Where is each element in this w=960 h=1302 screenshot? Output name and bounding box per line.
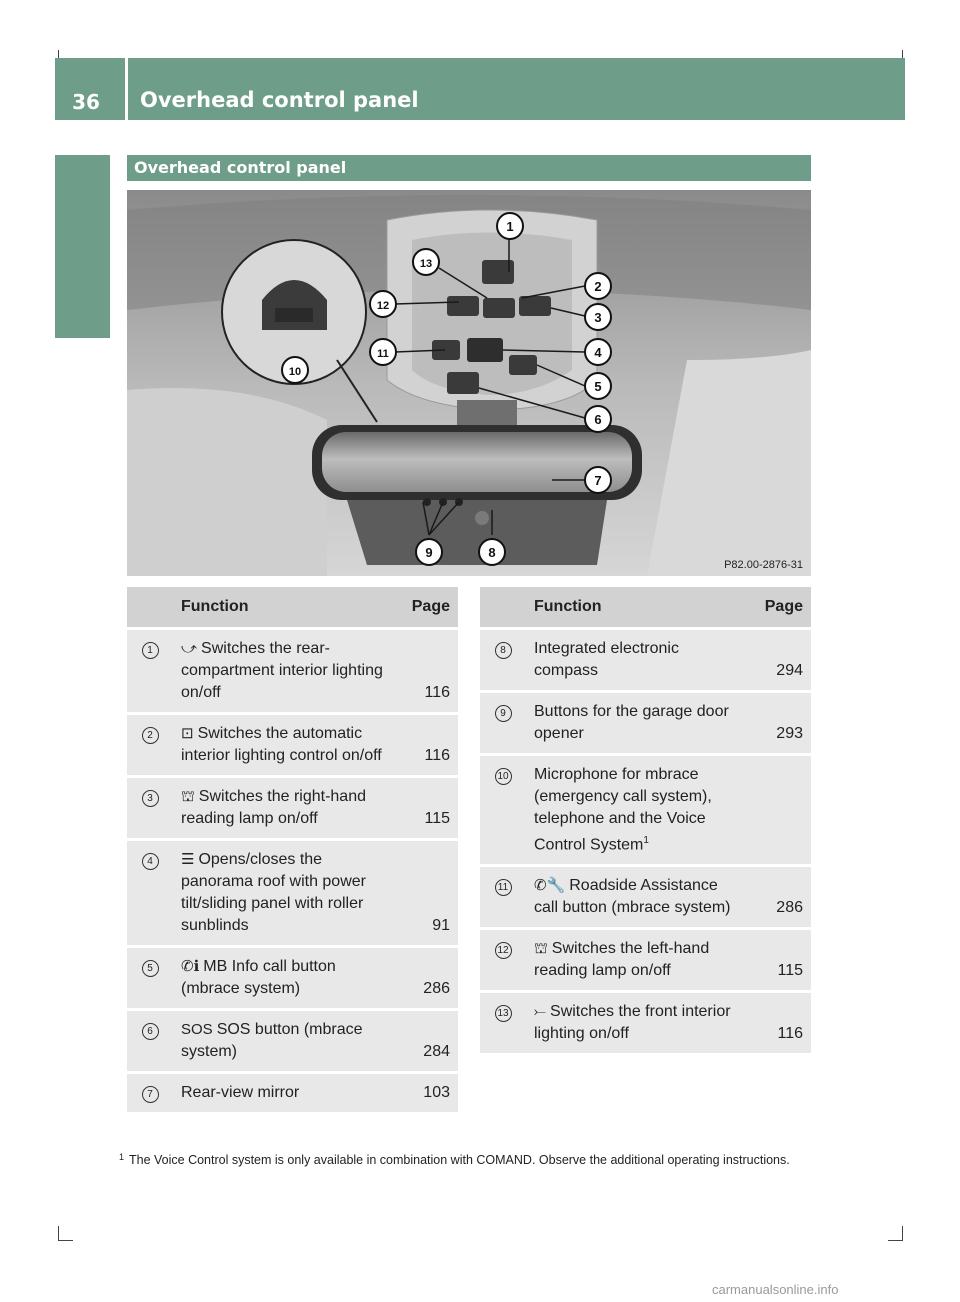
function-text: Switches the right-hand reading lamp on/off [181,788,366,827]
function-text: Switches the automatic interior lighting control on/off [181,725,382,764]
table-row [480,756,811,864]
svg-text:2: 2 [594,279,602,294]
callout-number: 8 [495,642,512,659]
watermark: carmanualsonline.info [712,1282,839,1297]
function-cell [526,693,751,753]
function-cell [173,1011,398,1071]
crop-mark-bottom-right [888,1226,903,1241]
svg-text:8: 8 [488,545,496,560]
callout-8 [479,539,505,565]
page-cell: 116 [398,630,458,712]
page-cell: 115 [751,930,811,990]
page-cell: 284 [398,1011,458,1071]
row-number [127,948,173,1008]
function-header: Function [173,587,398,627]
page-cell: 91 [398,841,458,945]
callout-12 [370,291,396,317]
callout-number: 4 [142,853,159,870]
callout-number: 1 [142,642,159,659]
function-cell [173,948,398,1008]
function-table-left [127,584,458,1115]
callout-3 [585,304,611,330]
page-cell: 286 [398,948,458,1008]
row-number [127,1074,173,1112]
function-text: Switches the front interior lighting on/off [534,1003,731,1043]
callout-6 [585,406,611,432]
row-number [480,867,526,927]
image-reference-code: P82.00-2876-31 [724,559,803,571]
table-row [480,930,811,990]
svg-text:5: 5 [594,379,602,394]
page-cell: 294 [751,630,811,690]
function-text: Rear-view mirror [181,1084,300,1101]
row-number [480,756,526,864]
row-number [127,841,173,945]
function-text: Switches the left-hand reading lamp on/off [534,940,710,980]
function-text: Integrated electronic compass [534,640,679,679]
reading-lamp-icon: ⛫ [534,940,548,958]
svg-text:13: 13 [419,258,433,270]
footnote-mark: 1 [119,1152,125,1162]
callout-number: 3 [142,790,159,807]
callout-9 [416,539,442,565]
page-cell: 293 [751,693,811,753]
function-cell [173,778,398,838]
function-text: Microphone for mbrace (emergency call system), telephone and the Voice Control System [534,766,712,854]
page-cell [751,756,811,864]
row-number [480,930,526,990]
table-row [127,841,458,945]
side-tab-label: At a glance [66,172,94,325]
svg-text:11: 11 [377,348,389,360]
callout-number: 10 [495,768,512,785]
page-cell: 286 [751,867,811,927]
function-text: Opens/closes the panorama roof with power tilt/sliding panel with roller sunblinds [181,851,366,934]
table-row [480,867,811,927]
table-header-row [127,587,458,627]
function-text: SOS button (mbrace system) [181,1021,363,1060]
callout-number: 12 [495,942,512,959]
reading-lamp-icon: ⛫ [181,788,195,805]
row-number [127,778,173,838]
function-text: Buttons for the garage door opener [534,703,729,742]
callout-number: 6 [142,1023,159,1040]
table-row [127,1074,458,1112]
page-cell: 116 [751,993,811,1053]
section-title: Overhead control panel [134,158,347,177]
function-cell [526,867,751,927]
callout-1 [497,213,523,239]
crop-mark-bottom-left [58,1226,73,1241]
auto-lamp-off-icon: ⊡ [181,725,194,742]
header-title: Overhead control panel [140,88,419,112]
callout-number: 13 [495,1005,512,1022]
table-row [127,630,458,712]
svg-text:12: 12 [376,300,390,312]
function-cell [173,715,398,775]
page-cell: 116 [398,715,458,775]
function-cell [526,930,751,990]
table-row [480,693,811,753]
callout-number: 2 [142,727,159,744]
row-number [127,1011,173,1071]
function-text: MB Info call button (mbrace system) [181,958,336,997]
table-row [480,993,811,1053]
panorama-roof-icon: ☰ [181,851,195,868]
row-number [127,715,173,775]
callout-10 [282,357,308,383]
callout-number: 5 [142,960,159,977]
function-cell [526,630,751,690]
roadside-assistance-icon: ✆🔧 [534,877,566,895]
table-row [127,778,458,838]
row-number [127,630,173,712]
function-text: Roadside Assistance call button (mbrace system) [534,877,731,917]
overhead-panel-photo [127,190,811,576]
function-table-right [480,584,811,1056]
callout-2 [585,273,611,299]
row-number [480,693,526,753]
table-row [480,630,811,690]
page-number: 36 [72,90,100,114]
header-divider [125,58,128,120]
callout-5 [585,373,611,399]
front-lamp-icon: ⤚ [534,1003,547,1021]
page-header-cell: Page [398,587,458,627]
callout-number: 11 [495,879,512,896]
function-text: Switches the rear-compartment interior lighting on/off [181,640,383,701]
info-call-icon: ✆ℹ [181,958,200,975]
callout-7 [585,467,611,493]
svg-text:4: 4 [594,345,602,360]
callout-4 [585,339,611,365]
num-header [127,587,173,627]
svg-text:6: 6 [594,412,602,427]
function-cell [526,756,751,864]
footnote [119,1152,819,1169]
svg-text:3: 3 [594,310,602,325]
sos-icon: SOS [181,1021,213,1038]
function-cell [526,993,751,1053]
rear-lamp-icon: ⤻ [181,640,198,657]
page-header-cell: Page [751,587,811,627]
num-header [480,587,526,627]
row-number [480,630,526,690]
svg-text:7: 7 [594,473,602,488]
table-header-row [480,587,811,627]
svg-text:9: 9 [425,545,433,560]
svg-text:10: 10 [288,366,302,378]
table-row [127,715,458,775]
function-cell [173,630,398,712]
footnote-ref: 1 [643,835,649,846]
svg-text:1: 1 [506,219,514,234]
table-row [127,1011,458,1071]
callout-number: 7 [142,1086,159,1103]
row-number [480,993,526,1053]
callout-number: 9 [495,705,512,722]
page-cell: 115 [398,778,458,838]
callout-11 [370,339,396,365]
page-cell: 103 [398,1074,458,1112]
function-cell [173,841,398,945]
footnote-text: The Voice Control system is only available in combination with COMAND. Observe the additional operating instructions. [129,1153,790,1167]
function-cell [173,1074,398,1112]
function-header: Function [526,587,751,627]
table-row [127,948,458,1008]
callout-13 [413,249,439,275]
